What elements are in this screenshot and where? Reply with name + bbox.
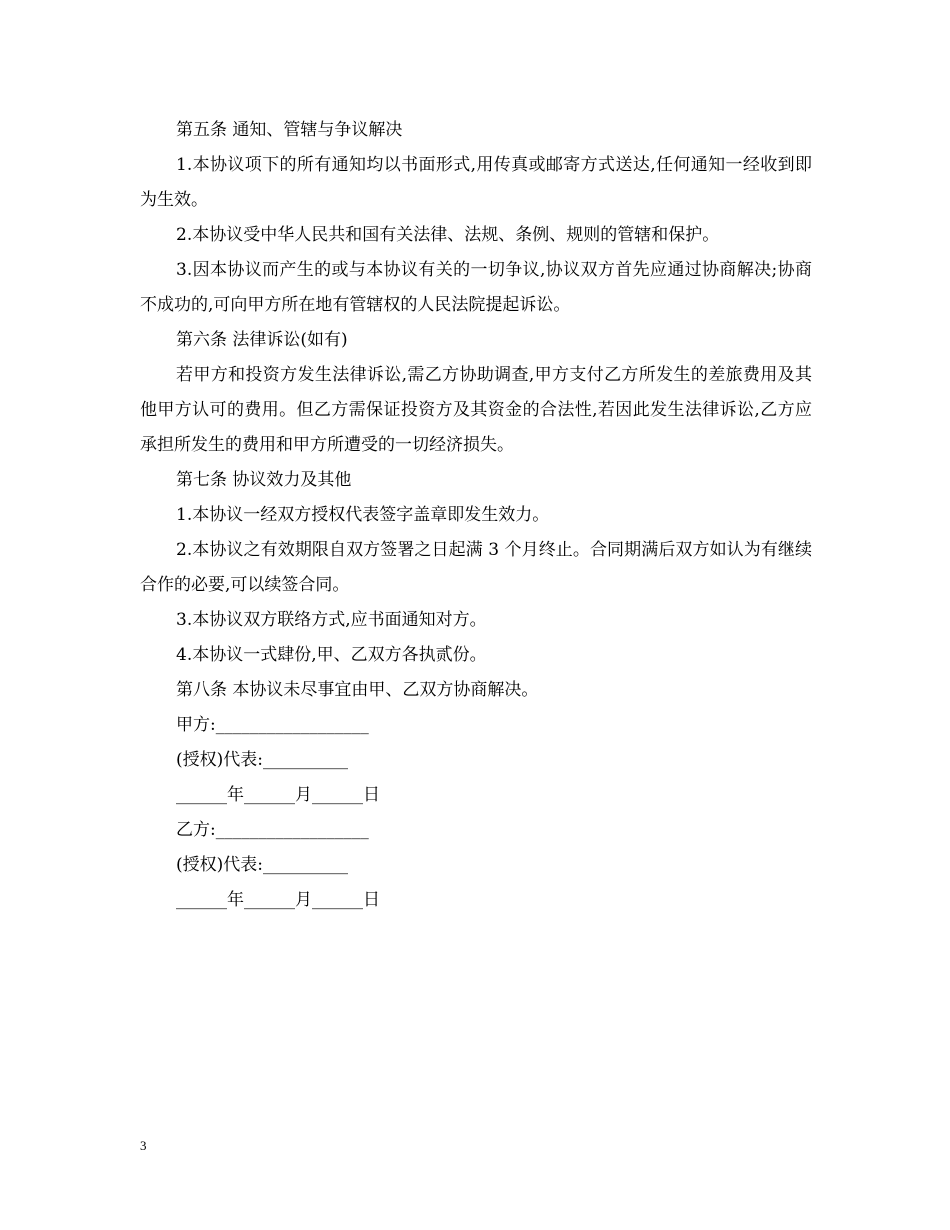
- page-number: 3: [140, 1138, 147, 1153]
- article-7-clause-2: 2.本协议之有效期限自双方签署之日起满 3 个月终止。合同期满后双方如认为有继续合作的必要,可以续签合同。: [140, 540, 812, 595]
- article-5-clause-2: 2.本协议受中华人民共和国有关法律、法规、条例、规则的管辖和保护。: [176, 225, 720, 245]
- article-5-clause-3: 3.因本协议而产生的或与本协议有关的一切争议,协议双方首先应通过协商解决;协商不成功的,可向甲方所在地有管辖权的人民法院提起诉讼。: [140, 260, 812, 315]
- article-5-heading: 第五条 通知、管辖与争议解决: [176, 120, 403, 140]
- document-body: [140, 113, 812, 918]
- article-7-clause-3: 3.本协议双方联络方式,应书面通知对方。: [176, 610, 487, 630]
- party-b-date-line: ______年______月______日: [176, 890, 380, 910]
- article-7-clause-4: 4.本协议一式肆份,甲、乙双方各执贰份。: [176, 645, 487, 665]
- party-a-date-line: ______年______月______日: [176, 785, 380, 805]
- article-6-paragraph: 若甲方和投资方发生法律诉讼,需乙方协助调查,甲方支付乙方所发生的差旅费用及其他甲方认可的费用。但乙方需保证投资方及其资金的合法性,若因此发生法律诉讼,乙方应承担所发生的费用和甲方所遭受的一切经济损失。: [140, 365, 812, 455]
- article-7-clause-1: 1.本协议一经双方授权代表签字盖章即发生效力。: [176, 505, 550, 525]
- party-b-signature-line: 乙方:__________________: [176, 820, 369, 840]
- party-a-representative-line: (授权)代表:__________: [176, 750, 348, 770]
- party-b-representative-line: (授权)代表:__________: [176, 855, 348, 875]
- article-6-heading: 第六条 法律诉讼(如有): [176, 330, 348, 350]
- article-7-heading: 第七条 协议效力及其他: [176, 470, 352, 490]
- article-8-heading: 第八条 本协议未尽事宜由甲、乙双方协商解决。: [176, 680, 539, 700]
- article-5-clause-1: 1.本协议项下的所有通知均以书面形式,用传真或邮寄方式送达,任何通知一经收到即为生效。: [140, 155, 812, 210]
- party-a-signature-line: 甲方:__________________: [176, 715, 369, 735]
